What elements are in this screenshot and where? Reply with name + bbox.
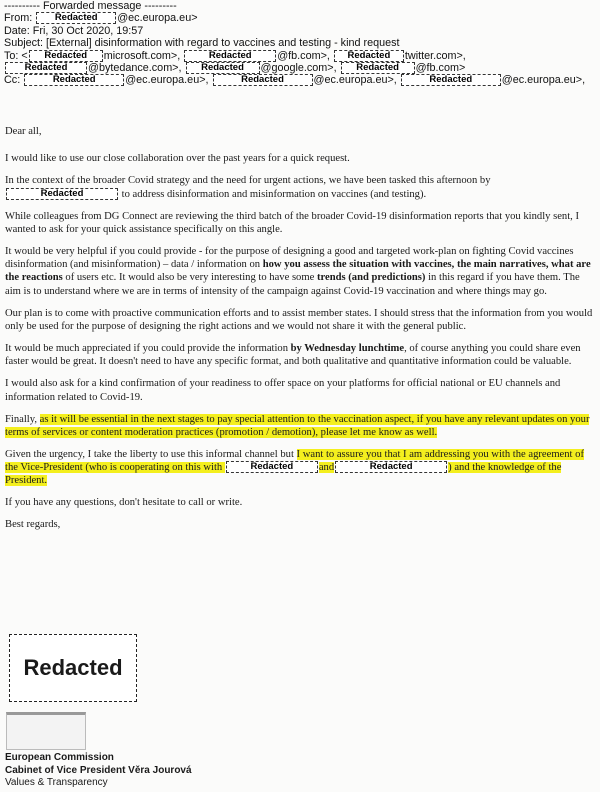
paragraph: I would like to use our close collaboration over the past years for a quick request. bbox=[5, 153, 350, 165]
signature-redaction-box: Redacted bbox=[9, 634, 137, 702]
footer-org: European Commission bbox=[5, 752, 114, 763]
paragraph-text: in this regard if you have them. The aim is to understand where we are in terms of intensity of the campaign against Covid-19 vaccination and where things may go. bbox=[5, 272, 580, 297]
cc-label: Cc: bbox=[4, 74, 21, 87]
highlighted-text: ) and the knowledge of the President. bbox=[5, 462, 562, 487]
paragraph bbox=[5, 342, 595, 369]
highlighted-text: as it will be essential in the next stages to pay special attention to the vaccination aspect, if you have any relevant updates on your terms of services or content moderation practices (promotion / demotion), please let me know as well. bbox=[5, 413, 590, 438]
to-label: To: < bbox=[4, 49, 28, 62]
paragraph bbox=[5, 245, 595, 298]
paragraph bbox=[5, 413, 595, 440]
email-header bbox=[4, 0, 596, 87]
paragraph: While colleagues from DG Connect are reviewing the third batch of the broader Covid-19 disinformation reports that you kindly sent, I wanted to ask for your quick assistance specifically on this angle. bbox=[5, 210, 579, 235]
paragraph-text: It would be very helpful if you could provide - for the purpose of designing a good and targeted work-plan on fighting Covid vaccines disinformation (and misinformation) – data / information on bbox=[5, 245, 574, 271]
redaction-box: Redacted bbox=[184, 50, 276, 62]
cc-domain: @ec.europa.eu>, bbox=[313, 74, 397, 87]
footer-cabinet: Cabinet of Vice President Věra Jourová bbox=[5, 764, 192, 776]
redaction-box: Redacted bbox=[341, 62, 415, 74]
paragraph-text: Finally, bbox=[5, 413, 40, 425]
paragraph: I would also ask for a kind confirmation of your readiness to offer space on your platforms for official national or EU channels and information related to Covid-19. bbox=[5, 378, 561, 403]
commission-logo-image bbox=[6, 712, 86, 750]
from-domain: @ec.europa.eu> bbox=[117, 12, 198, 25]
paragraph bbox=[5, 174, 595, 201]
footer-portfolio: Values & Transparency bbox=[5, 777, 108, 788]
paragraph: If you have any questions, don't hesitate to call or write. bbox=[5, 497, 243, 509]
paragraph-text: It would be much appreciated if you could provide the information bbox=[5, 343, 291, 354]
paragraph-text: , of course anything you could share even faster would be great. It doesn't need to have any specific format, and both qualitative and quantitative information could be valuable. bbox=[5, 343, 581, 368]
highlighted-text: and bbox=[318, 462, 335, 474]
bold-text: how you assess the situation with vaccines, the main narratives, what are the reactions bbox=[5, 259, 591, 284]
cc-line bbox=[4, 74, 596, 86]
paragraph-text: Given the urgency, I take the liberty to use this informal channel but bbox=[5, 448, 297, 460]
subject-line: Subject: [External] disinformation with regard to vaccines and testing - kind request bbox=[4, 37, 400, 50]
greeting: Dear all, bbox=[5, 126, 42, 137]
to-line-2 bbox=[4, 62, 596, 74]
redaction-box: Redacted bbox=[226, 461, 318, 473]
redaction-box: Redacted bbox=[334, 50, 404, 62]
from-line bbox=[4, 12, 596, 24]
redaction-box: Redacted bbox=[6, 188, 118, 200]
redaction-box: Redacted bbox=[36, 12, 116, 24]
cc-domain: @ec.europa.eu>, bbox=[501, 74, 586, 87]
to-domain: twitter.com>, bbox=[404, 49, 466, 62]
forwarded-line: ---------- Forwarded message --------- bbox=[4, 0, 177, 12]
closing: Best regards, bbox=[5, 519, 61, 531]
to-domain: @fb.com>, bbox=[277, 49, 330, 62]
email-body bbox=[5, 125, 595, 540]
date-line: Date: Fri, 30 Oct 2020, 19:57 bbox=[4, 24, 144, 37]
to-domain: @google.com>, bbox=[260, 62, 337, 75]
signature-footer bbox=[5, 752, 192, 790]
redaction-box: Redacted bbox=[29, 50, 103, 62]
paragraph: Our plan is to come with proactive communication efforts and to assist member states. I should stress that the information from you would only be used for the purpose of designing the right actions and we would not share it with the general public. bbox=[5, 307, 593, 333]
bold-text: by Wednesday lunchtime bbox=[290, 343, 405, 354]
redaction-box: Redacted bbox=[186, 62, 260, 74]
paragraph-text: In the context of the broader Covid strategy and the need for urgent actions, we have been tasked this afternoon by bbox=[5, 175, 491, 187]
redaction-box: Redacted bbox=[5, 62, 87, 74]
redaction-box: Redacted bbox=[213, 74, 313, 86]
redaction-box: Redacted bbox=[401, 74, 501, 86]
paragraph-text: of users etc. It would also be very interesting to have some bbox=[62, 272, 317, 284]
highlighted-text: I want to assure you that I am addressing you with the agreement of the Vice-President bbox=[5, 448, 584, 474]
to-line bbox=[4, 50, 596, 62]
from-label: From: bbox=[4, 12, 33, 25]
paragraph-text: to address disinformation and misinformation on vaccines (and testing). bbox=[121, 188, 427, 200]
cc-domain: @ec.europa.eu>, bbox=[125, 74, 209, 87]
to-domain: @fb.com> bbox=[415, 62, 466, 75]
to-domain: microsoft.com>, bbox=[103, 49, 181, 62]
redaction-box: Redacted bbox=[24, 74, 124, 86]
to-domain: @bytedance.com>, bbox=[88, 62, 182, 75]
bold-text: trends (and predictions) bbox=[316, 272, 426, 284]
redaction-box: Redacted bbox=[335, 461, 447, 473]
paragraph bbox=[5, 448, 595, 488]
highlighted-text: (who is cooperating on this with bbox=[82, 462, 225, 474]
